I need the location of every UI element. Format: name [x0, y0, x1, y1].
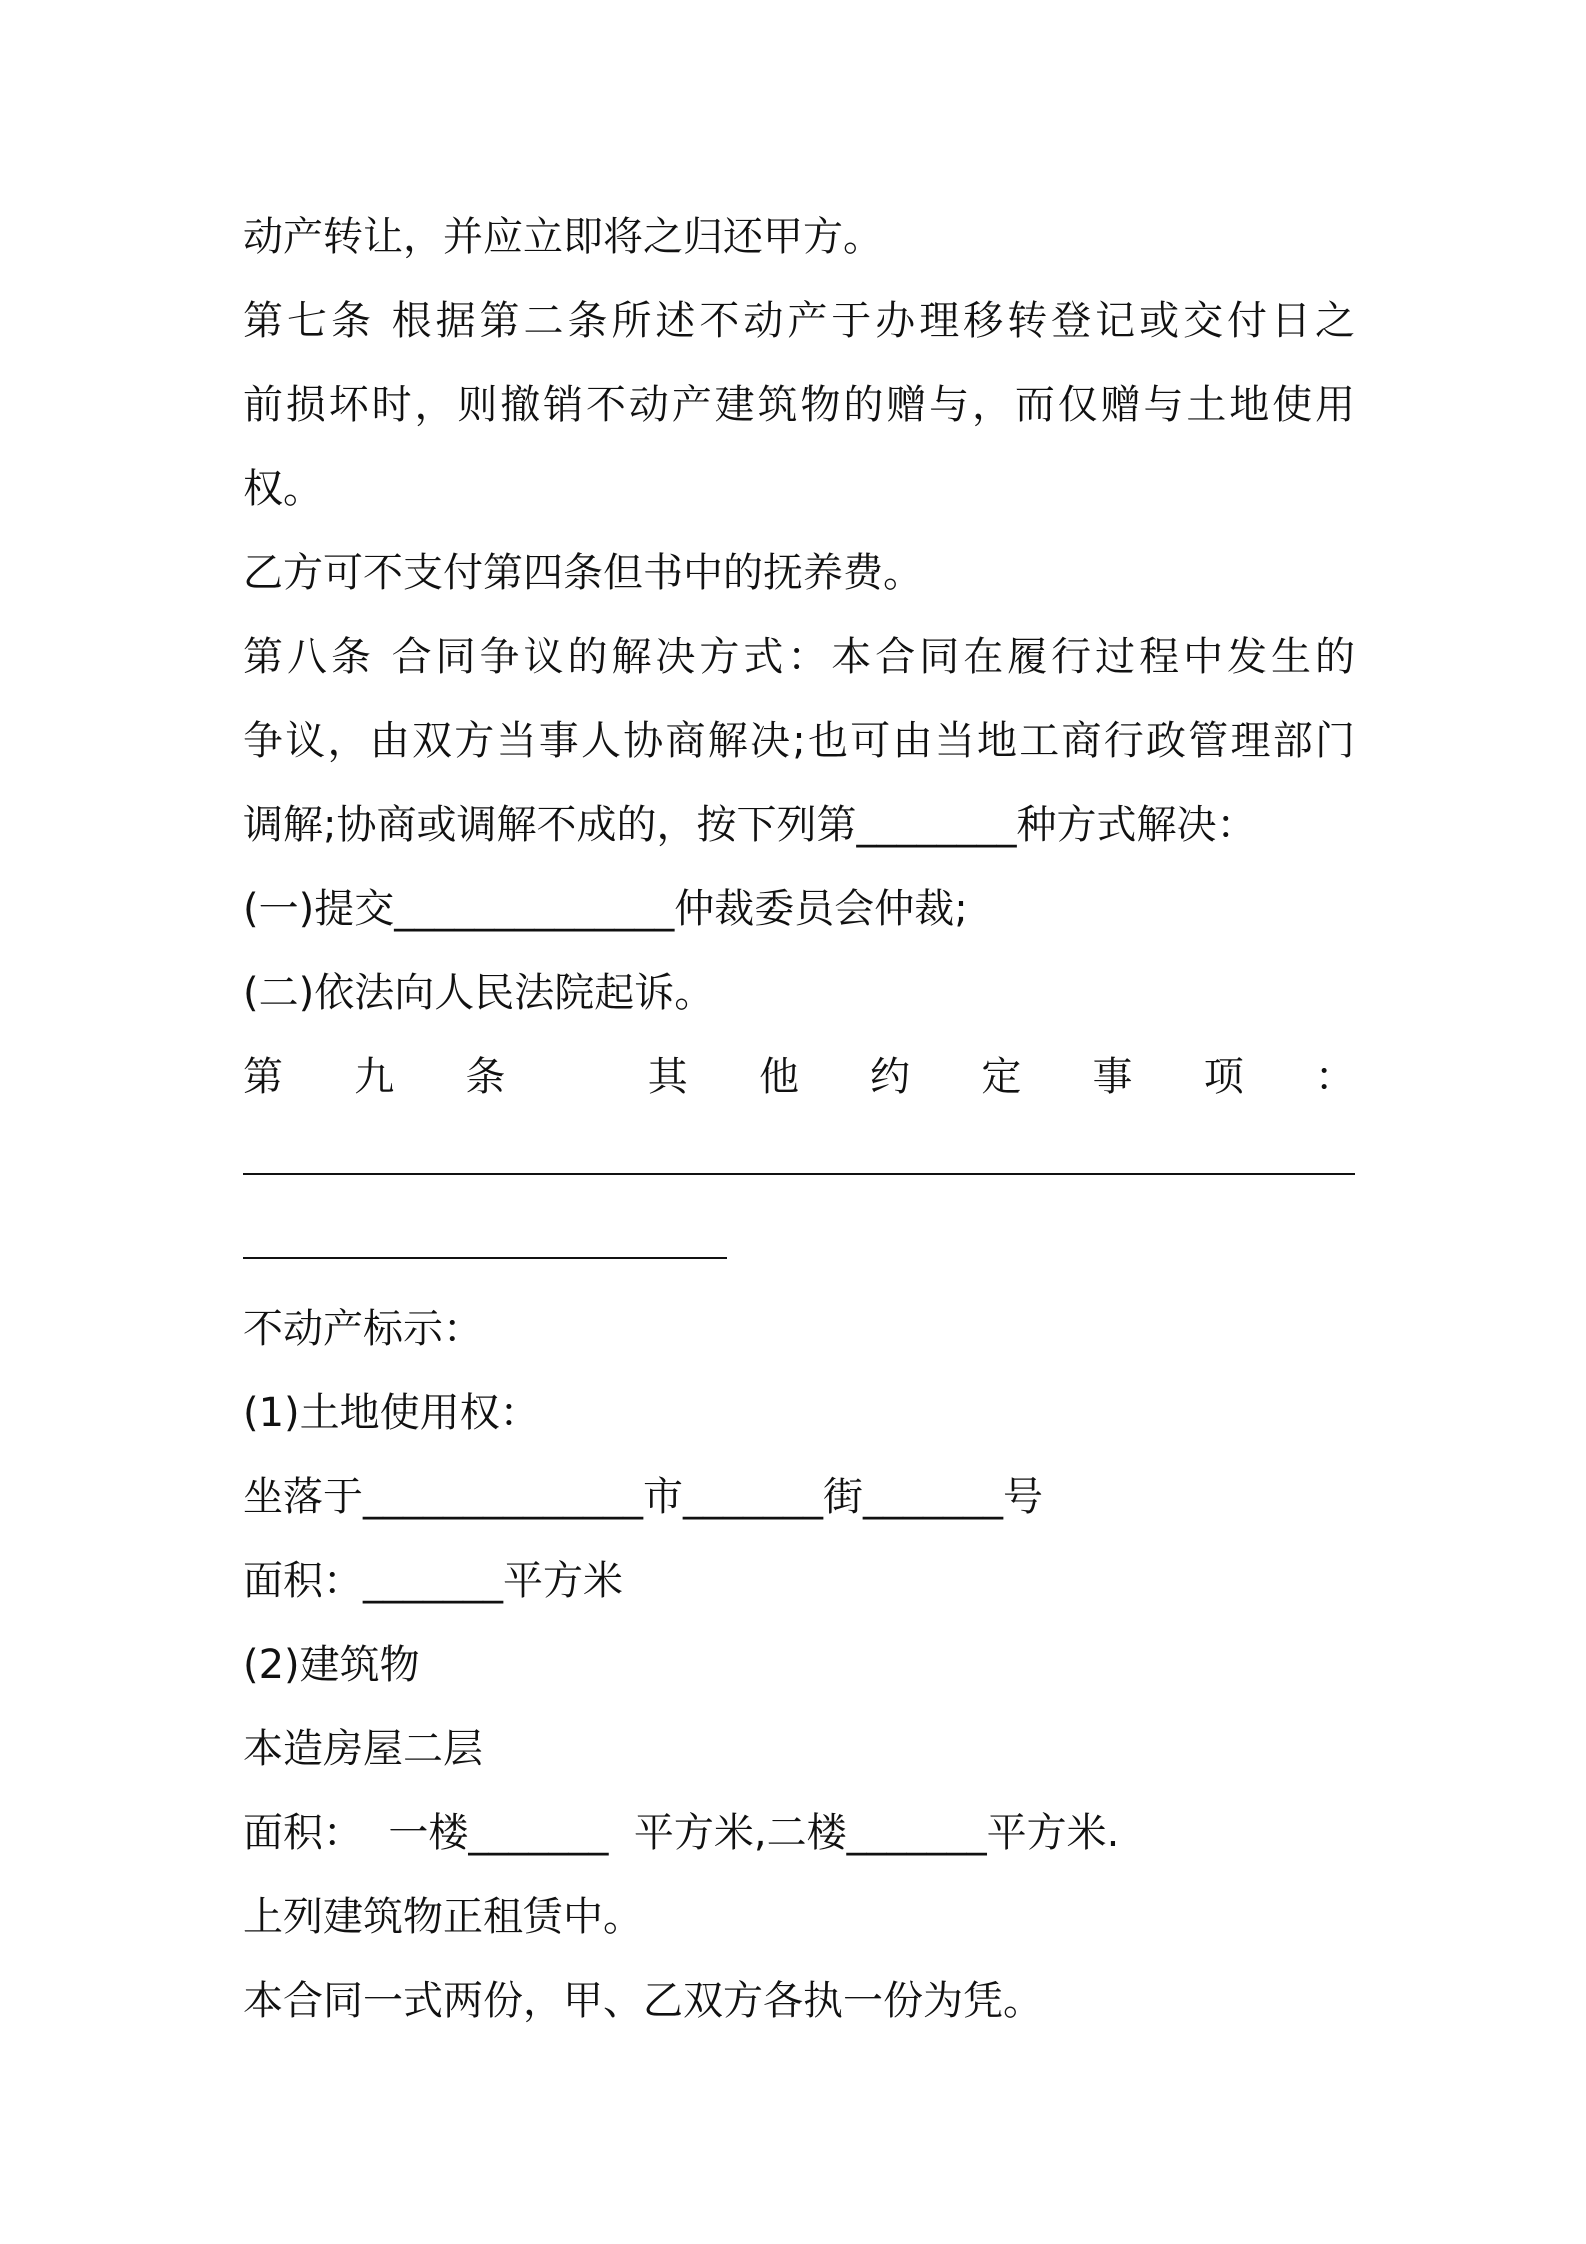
text-line-property-label: 不动产标示： [243, 1306, 483, 1352]
text-line: 动产转让，并应立即将之归还甲方。 [243, 214, 883, 260]
text-line: (二)依法向人民法院起诉。 [243, 970, 715, 1016]
blank-fill-line [243, 1119, 1355, 1203]
underline-rule [243, 1257, 727, 1259]
article-9-char: 九 [354, 1054, 395, 1100]
article-9-char: 他 [758, 1054, 799, 1100]
text-line: 权。 [243, 466, 323, 512]
article-9-char: 项 [1203, 1054, 1244, 1100]
text-line: (一)提交______________仲裁委员会仲裁; [243, 886, 968, 932]
text-line: 面积： 一楼_______ 平方米,二楼_______平方米. [243, 1810, 1120, 1856]
text-line: (1)土地使用权： [243, 1390, 540, 1436]
article-9-char: 约 [870, 1054, 911, 1100]
article-9-char: 条 [465, 1054, 506, 1100]
text-line: 坐落于______________市_______街_______号 [243, 1474, 1043, 1520]
blank-fill-line [243, 1203, 1355, 1287]
text-line: 面积：_______平方米 [243, 1558, 623, 1604]
text-line: 前损坏时，则撤销不动产建筑物的赠与，而仅赠与土地使用 [243, 382, 1355, 428]
document-body [243, 195, 1355, 2043]
text-line: 调解;协商或调解不成的，按下列第________种方式解决： [243, 802, 1257, 848]
text-line: 本合同一式两份，甲、乙双方各执一份为凭。 [243, 1978, 1043, 2024]
article-9-heading [243, 1035, 1355, 1119]
text-line: 争议，由双方当事人协商解决;也可由当地工商行政管理部门 [243, 718, 1355, 764]
article-9-char: ： [1314, 1054, 1355, 1100]
article-9-char: 第 [243, 1054, 283, 1100]
text-line: 乙方可不支付第四条但书中的抚养费。 [243, 550, 923, 596]
article-9-char: 其 [647, 1054, 688, 1100]
article-9-char: 定 [981, 1054, 1022, 1100]
text-line: (2)建筑物 [243, 1642, 420, 1688]
text-line: 上列建筑物正租赁中。 [243, 1894, 643, 1940]
text-line-article-8: 第八条 合同争议的解决方式：本合同在履行过程中发生的 [243, 634, 1355, 680]
text-line-article-7: 第七条 根据第二条所述不动产于办理移转登记或交付日之 [243, 298, 1355, 344]
article-9-char: 事 [1092, 1054, 1133, 1100]
text-line: 本造房屋二层 [243, 1726, 483, 1772]
underline-rule [243, 1173, 1355, 1175]
